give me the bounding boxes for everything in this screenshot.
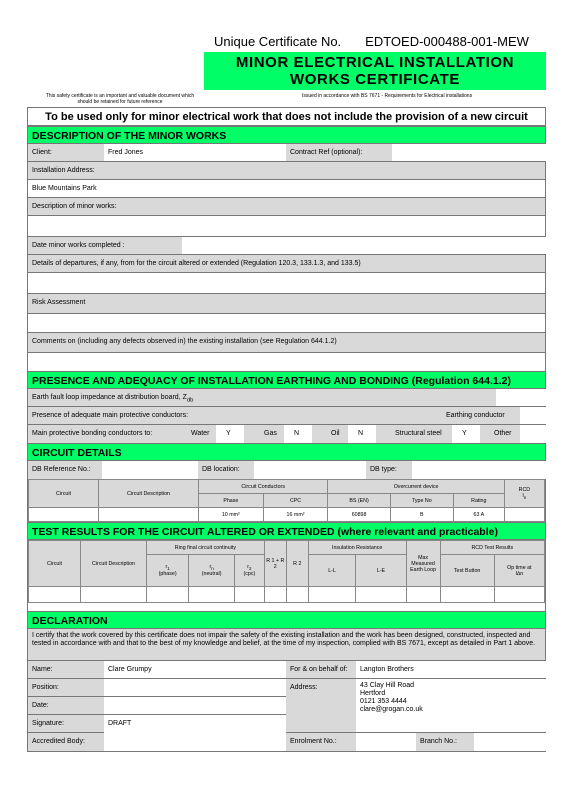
col-circuit: Circuit (29, 480, 99, 508)
name-value: Clare Grumpy (108, 666, 152, 673)
bs-note: Issued in accordance with BS 7671 - Requirements for Electrical installations (302, 93, 473, 99)
cell-cpc[interactable]: 16 mm² (263, 508, 328, 522)
tcell[interactable] (81, 587, 147, 603)
address-label-row (28, 162, 545, 180)
op-time-label: Op time at (507, 564, 532, 571)
tcell[interactable] (29, 587, 81, 603)
works-field[interactable] (28, 216, 545, 237)
retention-note-1: This safety certificate is an important and valuable document which (45, 93, 195, 99)
addr-line-1: 43 Clay Hill Road (360, 682, 415, 689)
db-row (28, 461, 545, 479)
addr-line-3: 0121 353 4444 (360, 698, 407, 705)
circuit-table (28, 479, 545, 522)
db-ref-label: DB Reference No.: (32, 466, 91, 473)
branch-field[interactable] (474, 733, 546, 751)
col-description: Circuit Description (99, 480, 199, 508)
retention-note (30, 93, 210, 105)
r1-sub: 1 (167, 566, 170, 572)
date-row-decl (28, 697, 286, 715)
r2-label: r (247, 563, 250, 570)
db-location-field[interactable] (254, 461, 366, 479)
comments-label: Comments on (including any defects observed in) the existing installation (see Regulation 644.1.2) (32, 338, 337, 345)
branch-label: Branch No.: (420, 738, 457, 745)
bonding-row (28, 425, 545, 443)
test-col-description: Circuit Description (81, 541, 147, 587)
departures-row (28, 255, 545, 273)
earthing-conductor-label: Earthing conductor (446, 412, 505, 419)
water-label: Water (191, 430, 210, 437)
title-line-1: MINOR ELECTRICAL INSTALLATION (235, 54, 515, 71)
water-value: Y (226, 430, 231, 437)
protective-label: Presence of adequate main protective conductors: (32, 412, 189, 419)
tcell[interactable] (494, 587, 544, 603)
oil-value: N (358, 430, 364, 437)
test-col-op-time (494, 555, 544, 587)
op-time-sub: I∆n (515, 570, 524, 577)
oil-label: Oil (331, 430, 340, 437)
col-rating: Rating (453, 494, 504, 508)
accredited-row (28, 733, 545, 751)
certificate-number: EDTOED-000488-001-MEW (365, 34, 529, 49)
addr-line-4: clare@grogan.co.uk (360, 706, 423, 713)
zdb-field[interactable] (496, 389, 546, 406)
db-type-field[interactable] (412, 461, 546, 479)
addr-line-2: Hertford (360, 690, 386, 697)
position-field[interactable] (104, 679, 286, 696)
tcell[interactable] (356, 587, 406, 603)
test-col-max-loop: Max Measured Earth Loop (406, 541, 440, 587)
zdb-subscript: db (186, 397, 194, 404)
signature-value: DRAFT (108, 720, 132, 727)
col-cpc: CPC (263, 494, 328, 508)
steel-label: Structural steel (395, 430, 442, 437)
installation-address-value: Blue Mountains Park (32, 185, 97, 192)
col-phase: Phase (199, 494, 264, 508)
enrolment-label: Enrolment No.: (290, 738, 337, 745)
accredited-label: Accredited Body: (32, 738, 85, 745)
r2-note: (cpc) (243, 571, 256, 578)
rn-label: r (209, 563, 212, 570)
section-tests: TEST RESULTS FOR THE CIRCUIT ALTERED OR EXTENDED (where relevant and practicable) (28, 522, 545, 540)
test-col-rn (189, 555, 235, 587)
protective-row (28, 407, 545, 425)
other-label: Other (494, 430, 512, 437)
risk-field[interactable] (28, 314, 545, 333)
section-circuit: CIRCUIT DETAILS (28, 443, 545, 461)
db-location-label: DB location: (202, 466, 240, 473)
section-description: DESCRIPTION OF THE MINOR WORKS (28, 126, 545, 144)
client-value: Fred Jones (108, 149, 144, 156)
document-title (204, 52, 546, 90)
col-type: Type No (390, 494, 453, 508)
decl-address-label: Address: (290, 684, 318, 691)
retention-note-2: should be retained for future reference (77, 99, 163, 105)
col-bs: BS (EN) (328, 494, 390, 508)
contract-label: Contract Ref (optional): (290, 149, 363, 156)
signature-row (28, 715, 286, 733)
rn-note: (neutral) (201, 571, 222, 578)
other-field[interactable] (520, 425, 546, 443)
zdb-label-text: Earth fault loop impedance at distribution board, Z (32, 394, 187, 401)
tcell[interactable] (147, 587, 189, 603)
departures-field[interactable] (28, 273, 545, 294)
usage-banner: To be used only for minor electrical work that does not include the provision of a new circuit (28, 108, 545, 126)
earthing-conductor-field[interactable] (520, 407, 546, 424)
db-type-label: DB type: (370, 466, 397, 473)
test-col-r1r2: R 1 + R 2 (264, 541, 286, 587)
certificate-label: Unique Certificate No. (214, 34, 342, 49)
test-col-ll: L-L (308, 555, 356, 587)
client-label: Client: (32, 149, 52, 156)
col-rcd (504, 480, 544, 508)
address-value-row[interactable] (28, 180, 545, 198)
title-line-2: WORKS CERTIFICATE (290, 71, 460, 88)
client-row (28, 144, 545, 162)
zdb-row (28, 389, 545, 407)
accredited-field[interactable] (104, 733, 286, 751)
cell-bs[interactable]: 60898 (328, 508, 390, 522)
date-completed-field[interactable] (182, 237, 546, 254)
contract-field[interactable] (392, 144, 546, 161)
decl-address-field[interactable] (356, 679, 546, 732)
circuit-data-row[interactable] (29, 508, 545, 522)
cell-phase[interactable]: 10 mm² (199, 508, 264, 522)
section-earthing: PRESENCE AND ADEQUACY OF INSTALLATION EARTHING AND BONDING (Regulation 644.1.2) (28, 371, 545, 389)
name-label: Name: (32, 666, 53, 673)
r1-note: (phase) (158, 571, 177, 578)
test-col-r2: R 2 (286, 541, 308, 587)
comments-field[interactable] (28, 353, 545, 371)
cell-circuit[interactable] (29, 508, 99, 522)
position-row (28, 679, 286, 697)
rcd-in-sub: n (523, 495, 527, 501)
behalf-label: For & on behalf of: (290, 666, 348, 673)
tcell[interactable] (234, 587, 264, 603)
declaration-text: I certify that the work covered by this certificate does not impair the safety of the existing installation and the work has been designed, constructed, inspected and tested in accordance with and that to the best of my knowledge and belief, at the time of my inspection, complied with BS 7671, except as detailed in Part 1 above. (28, 629, 545, 661)
rn-sub: n (211, 566, 214, 572)
col-overcurrent: Overcurrent device (328, 480, 504, 494)
test-col-rcd: RCD Test Results (440, 541, 544, 555)
gas-value: N (294, 430, 300, 437)
test-col-insulation: Insulation Resistance (308, 541, 406, 555)
position-label: Position: (32, 684, 59, 691)
decl-name-row (28, 661, 545, 679)
gas-label: Gas (264, 430, 277, 437)
cell-rcd[interactable] (504, 508, 544, 522)
test-col-le: L-E (356, 555, 406, 587)
minor-works-label: Description of minor works: (32, 203, 117, 210)
date-completed-label: Date minor works completed : (32, 242, 125, 249)
decl-date-label: Date: (32, 702, 49, 709)
test-col-circuit: Circuit (29, 541, 81, 587)
departures-label: Details of departures, if any, from for the circuit altered or extended (Regulation 120.3, 133.1.3, and 133.5) (32, 260, 361, 267)
tcell[interactable] (264, 587, 286, 603)
risk-assessment-label: Risk Assessment (32, 299, 86, 306)
tcell[interactable] (406, 587, 440, 603)
db-ref-field[interactable] (102, 461, 198, 479)
enrolment-field[interactable] (356, 733, 416, 751)
decl-middle (28, 679, 545, 733)
rcd-in-label: I (522, 492, 524, 499)
certificate-number-line (214, 34, 529, 49)
test-col-r2-cpc (234, 555, 264, 587)
tcell[interactable] (286, 587, 308, 603)
tcell[interactable] (440, 587, 494, 603)
tcell[interactable] (189, 587, 235, 603)
risk-row (28, 294, 545, 314)
col-conductors: Circuit Conductors (199, 480, 328, 494)
test-col-ring: Ring final circuit continuity (147, 541, 265, 555)
r2-sub: 2 (249, 566, 252, 572)
test-data-row[interactable] (29, 587, 545, 603)
installation-address-label: Installation Address: (32, 167, 95, 174)
comments-row (28, 333, 545, 353)
cell-rating[interactable]: 63 A (453, 508, 504, 522)
signature-label: Signature: (32, 720, 64, 727)
steel-value: Y (462, 430, 467, 437)
behalf-value: Langton Brothers (360, 666, 414, 673)
tcell[interactable] (308, 587, 356, 603)
works-label-row (28, 198, 545, 216)
test-col-r1 (147, 555, 189, 587)
test-col-test-button: Test Button (440, 555, 494, 587)
date-row (28, 237, 545, 255)
rcd-label: RCD (518, 486, 531, 493)
section-declaration: DECLARATION (28, 611, 545, 629)
bonding-label: Main protective bonding conductors to: (32, 430, 153, 437)
decl-date-field[interactable] (104, 697, 286, 714)
cell-type[interactable]: B (390, 508, 453, 522)
tests-table (28, 540, 545, 603)
cell-description[interactable] (99, 508, 199, 522)
r1-label: r (165, 563, 168, 570)
spacer (28, 603, 545, 611)
certificate-form (27, 107, 546, 752)
